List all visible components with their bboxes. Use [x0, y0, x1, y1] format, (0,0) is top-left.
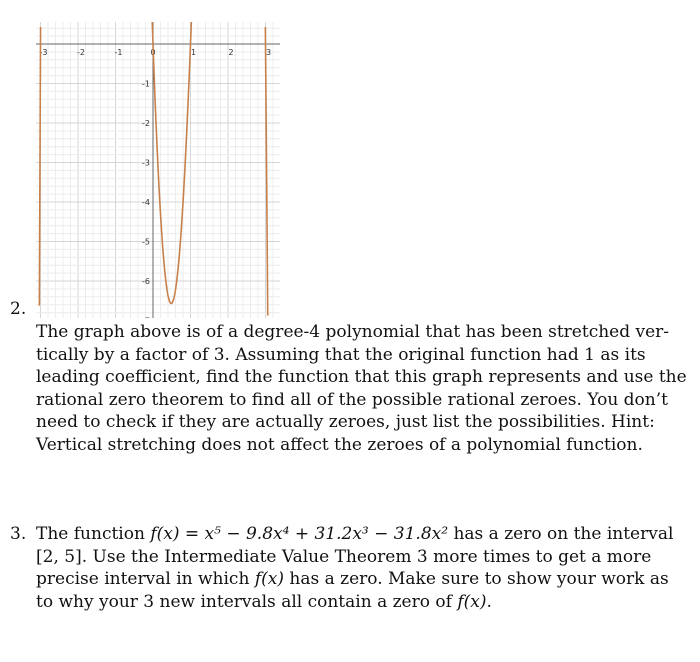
problem-2-line: Vertical stretching does not affect the zeroes of a polynomial function. — [36, 434, 643, 455]
polynomial-equation: = x⁵ − 9.8x⁴ + 31.2x³ − 31.8x² — [179, 524, 454, 544]
text-run: to why your 3 new intervals all contain a zero of — [36, 591, 458, 612]
graph-curves — [39, 22, 267, 316]
x-tick-labels — [40, 48, 272, 57]
problem-2-line: tically by a factor of 3. Assuming that the original function had 1 as its — [36, 344, 646, 365]
problem-3-line — [36, 523, 674, 546]
problem-3-number: 3. — [10, 524, 27, 544]
y-tick-label: -4 — [142, 198, 150, 207]
x-tick-label: -1 — [114, 48, 123, 57]
text-run: The function — [36, 524, 151, 544]
function-notation: f(x) — [150, 524, 180, 544]
polynomial-graph — [36, 22, 280, 318]
problem-2-line: The graph above is of a degree-4 polynomial that has been stretched ver- — [36, 322, 670, 342]
graph-canvas — [36, 22, 280, 318]
text-run: precise interval in which — [36, 569, 255, 589]
text-run: has a zero on the interval — [453, 524, 674, 544]
x-tick-label: 0 — [150, 48, 156, 57]
y-tick-label — [142, 317, 150, 319]
x-tick-label: 1 — [190, 48, 197, 57]
y-tick-label: -6 — [142, 277, 150, 286]
x-tick-label: 3 — [265, 48, 272, 57]
y-tick-label: -3 — [142, 158, 150, 168]
y-tick-label: -1 — [142, 79, 150, 89]
function-notation: f(x) — [254, 569, 284, 589]
problem-3-line — [36, 591, 648, 614]
problem-3-line — [36, 568, 669, 591]
problem-3-line: [2, 5]. Use the Intermediate Value Theorem 3 more times to get a more — [36, 546, 652, 567]
problem-3-text — [36, 523, 674, 613]
problem-2-text — [36, 321, 687, 456]
y-tick-label: -2 — [142, 119, 150, 128]
x-tick-label: -2 — [77, 48, 85, 57]
problem-2-line: leading coefficient, find the function that this graph represents and use the — [36, 367, 687, 387]
x-tick-label: 2 — [228, 48, 234, 57]
problem-2-line: need to check if they are actually zeroes, just list the possibilities. Hint: — [36, 412, 655, 432]
x-tick-label: -3 — [39, 48, 48, 57]
text-run: has a zero. Make sure to show your work as — [283, 569, 669, 589]
problem-2-line: rational zero theorem to find all of the possible rational zeroes. You don’t — [36, 389, 668, 410]
function-notation: f(x) — [457, 591, 487, 612]
problem-2-number: 2. — [10, 299, 27, 319]
y-tick-label: -5 — [142, 237, 150, 247]
text-run: . — [486, 591, 492, 612]
